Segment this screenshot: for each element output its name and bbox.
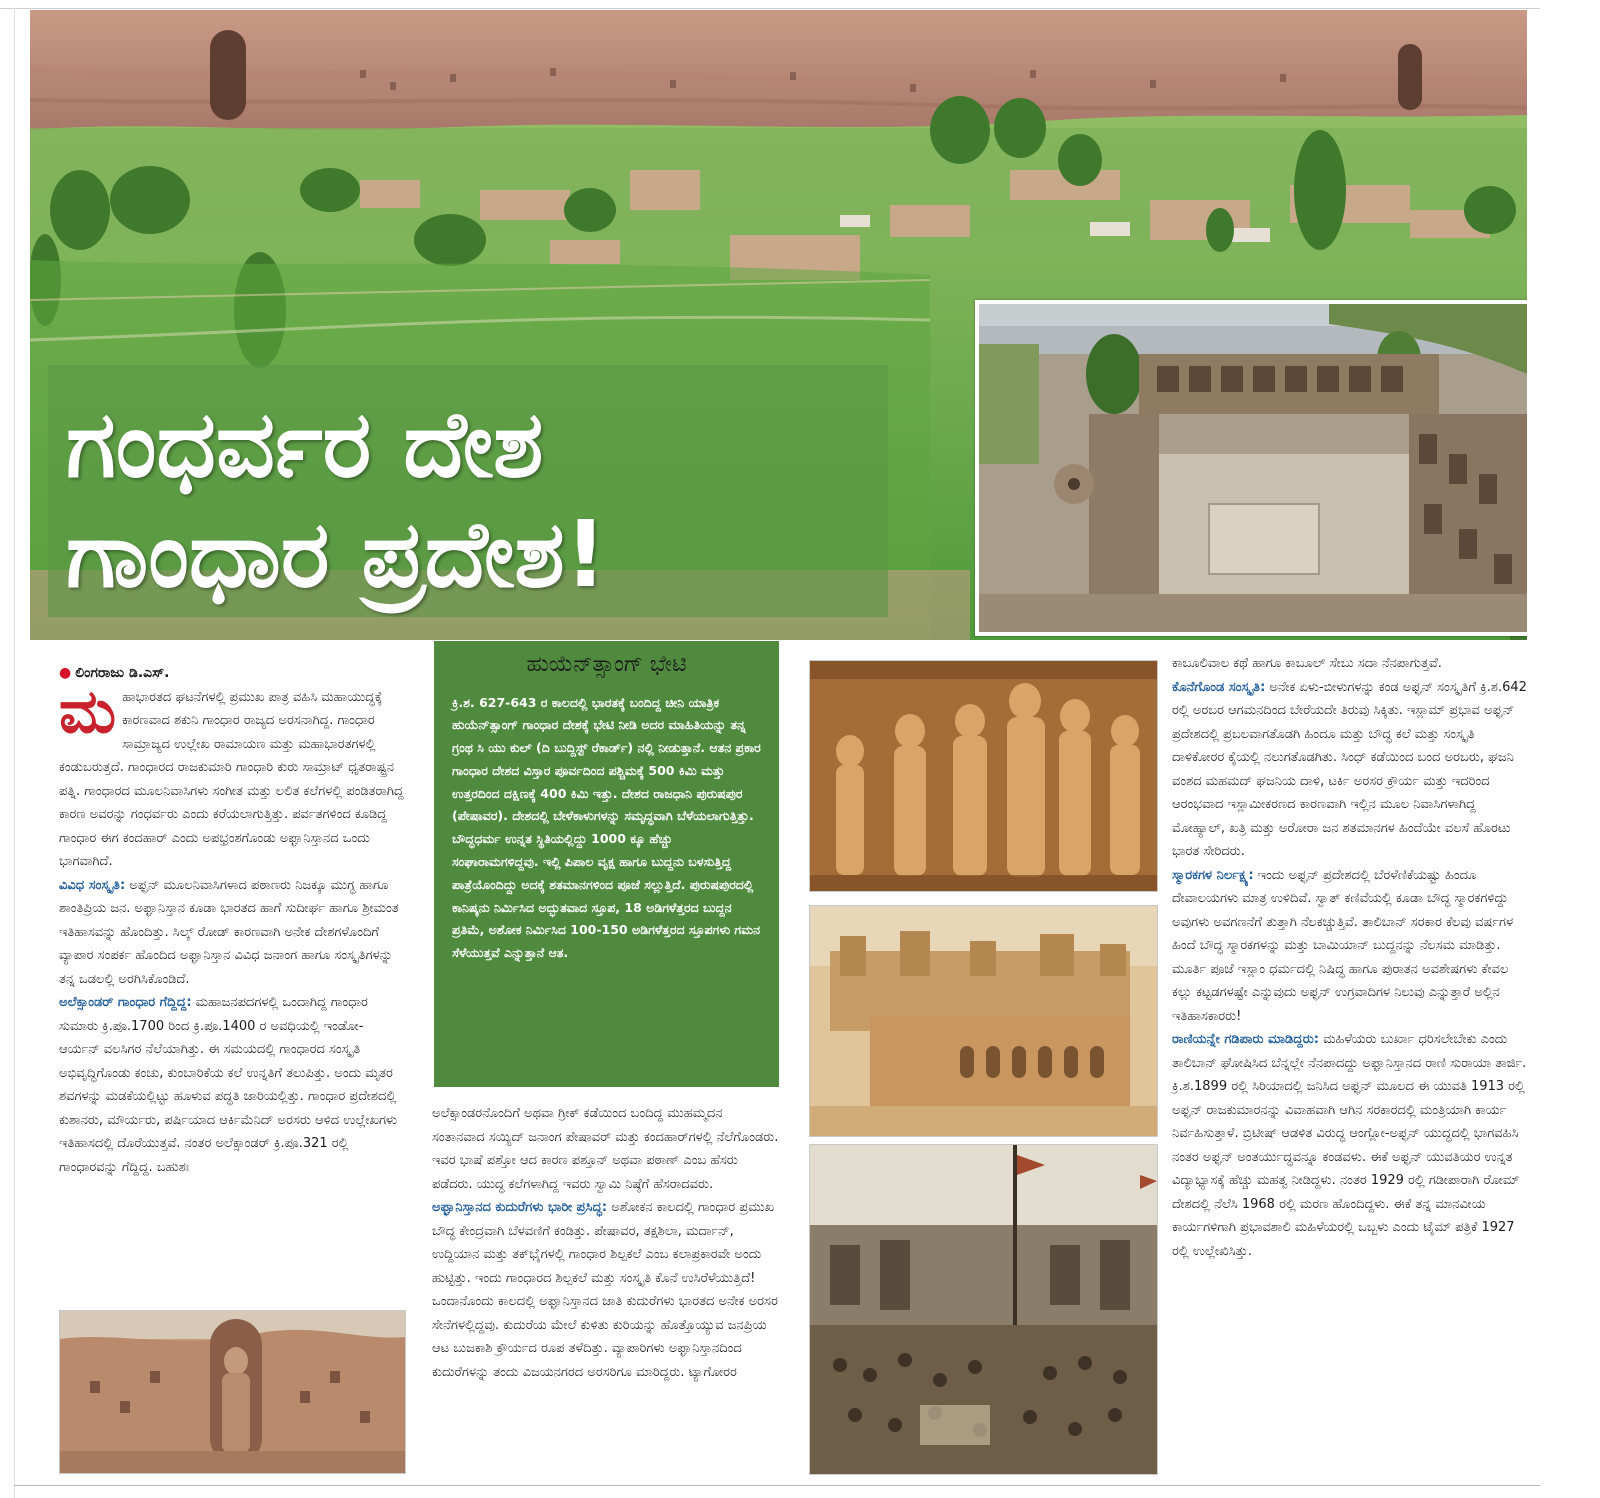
article-column-3 — [432, 1102, 779, 1384]
paragraph-kabuliwala: ಕಾಬೂಲಿವಾಲ ಕಥೆ ಹಾಗೂ ಕಾಬೂಲ್ ಸೇಬು ಸದಾ ನೆನಪಾಗುತ್ತವೆ. — [1172, 656, 1442, 671]
sidebar-title: ಹುಯೆನ್‌ತ್ಸಾಂಗ್ ಭೇಟಿ — [526, 652, 687, 677]
paragraph-queen — [1172, 1028, 1528, 1263]
intro-text: ಹಾಭಾರತದ ಘಟನೆಗಳಲ್ಲಿ ಪ್ರಮುಖ ಪಾತ್ರ ವಹಿಸಿ ಮಹಾಯುದ್ಧಕ್ಕೆ ಕಾರಣವಾದ ಶಕುನಿ ಗಾಂಧಾರ ರಾಜ್ಯದ ಅರಸನಾಗಿದ್ದ. ಗಾಂಧಾರ ಸಾಮ್ರಾಜ್ಯದ ಉಲ್ಲೇಖ ರಾಮಾಯಣ ಮತ್ತು ಮಹಾಭಾರತಗಳಲ್ಲಿ ಕಂಡುಬರುತ್ತದೆ. ಗಾಂಧಾರದ ರಾಜಕುಮಾರಿ ಗಾಂಧಾರಿ ಕುರು ಸಾಮ್ರಾಟ್ ಧೃತರಾಷ್ಟ್ರನ ಪತ್ನಿ. ಗಾಂಧಾರದ ಮೂಲನಿವಾಸಿಗಳು ಸಂಗೀತ ಮತ್ತು ಲಲಿತ ಕಲೆಗಳಲ್ಲಿ ಪಂಡಿತರಾಗಿದ್ದ ಕಾರಣ ಅವರನ್ನು ಗಂಧರ್ವರು ಎಂದು ಕರೆಯಲಾಗುತ್ತಿತ್ತು. ಪರ್ವತಗಳಿಂದ ಕೂಡಿದ್ದ ಗಾಂಧಾರ ಈಗ ಕಂದಹಾರ್ ಎಂದು ಅಪಭ್ರಂಶಗೊಂಡು ಅಫ್ಘಾನಿಸ್ತಾನದ ಒಂದು ಭಾಗವಾಗಿದೆ. — [59, 689, 404, 869]
sidebar-text: ಕ್ರಿ.ಶ. 627-643 ರ ಕಾಲದಲ್ಲಿ ಭಾರತಕ್ಕೆ ಬಂದಿದ್ದ ಚೀನಿ ಯಾತ್ರಿಕ ಹುಯೆನ್‌ತ್ಸಾಂಗ್ ಗಾಂಧಾರ ದೇಶಕ್ಕೆ ಭೇಟಿ ನೀಡಿ ಅದರ ಮಾಹಿತಿಯನ್ನು ತನ್ನ ಗ್ರಂಥ ಸಿ ಯು ಕುಲ್ (ದಿ ಬುದ್ದಿಸ್ಟ್ ರೆಕಾರ್ಡ್) ನಲ್ಲಿ ನೀಡುತ್ತಾನೆ. ಆತನ ಪ್ರಕಾರ ಗಾಂಧಾರ ದೇಶದ ವಿಸ್ತಾರ ಪೂರ್ವದಿಂದ ಪಶ್ಚಿಮಕ್ಕೆ 500 ಕಿಮಿ ಮತ್ತು ಉತ್ತರದಿಂದ ದಕ್ಷಿಣಕ್ಕೆ 400 ಕಿಮಿ ಇತ್ತು. ದೇಶದ ರಾಜಧಾನಿ ಪುರುಷಪುರ (ಪೇಷಾವರ). ದೇಶದಲ್ಲಿ ಬೇಳೆಕಾಳುಗಳನ್ನು ಸಮೃದ್ಧವಾಗಿ ಬೆಳೆಯಲಾಗುತ್ತಿತ್ತು. ಬೌದ್ಧಧರ್ಮ ಉನ್ನತ ಸ್ಥಿತಿಯಲ್ಲಿದ್ದು 1000 ಕ್ಕೂ ಹೆಚ್ಚು ಸಂಘಾರಾಮಗಳಿದ್ದವು. ಇಲ್ಲಿ ಪಿಪಾಲ ವೃಕ್ಷ ಹಾಗೂ ಬುದ್ದನು ಬಳಸುತ್ತಿದ್ದ ಪಾತ್ರೆಯೊಂದಿದ್ದು ಅದಕ್ಕೆ ಶತಮಾನಗಳಿಂದ ಪೂಜೆ ಸಲ್ಲುತ್ತಿದೆ. ಪುರುಷಪುರದಲ್ಲಿ ಕಾನಿಷ್ಕನು ನಿರ್ಮಿಸಿದ ಅದ್ಭುತವಾದ ಸ್ತೂಪ, 18 ಅಡಿಗಳೆತ್ತರದ ಬುದ್ದನ ಪ್ರತಿಮೆ, ಅಶೋಕ ನಿರ್ಮಿಸಿದ 100-150 ಅಡಿಗಳೆತ್ತರದ ಸ್ತೂಪಗಳು ಗಮನ ಸೆಳೆಯುತ್ತವೆ ಎನ್ನುತ್ತಾನೆ ಆತ. — [452, 694, 761, 961]
bazaar-painting-illustration — [810, 1145, 1157, 1474]
bamiyan-cliff-illustration — [60, 1311, 405, 1473]
ruins-illustration — [979, 304, 1527, 632]
buddha-niche-large — [210, 30, 246, 120]
hero-landscape-photo — [30, 10, 1527, 640]
paragraph-alexander — [59, 991, 404, 1179]
author-name: ಲಿಂಗರಾಜು ಡಿ.ಎಸ್. — [75, 665, 170, 681]
top-rule — [0, 8, 1540, 9]
paragraph-horses-text: ಅಶೋಕನ ಕಾಲದಲ್ಲಿ ಗಾಂಧಾರ ಪ್ರಮುಖ ಬೌದ್ಧ ಕೇಂದ್ರವಾಗಿ ಬೆಳವಣಿಗೆ ಕಂಡಿತ್ತು. ಪೇಷಾವರ, ತಕ್ಷಶಿಲಾ, ಮರ್ದಾನ್, ಉದ್ದಿಯಾನ ಮತ್ತು ತಕ್‌ಭೈಗಳಲ್ಲಿ ಗಾಂಧಾರ ಶಿಲ್ಪಕಲೆ ಎಂಬ ಕಲಾಪ್ರಕಾರವೇ ಅಂದು ಹುಟ್ಟಿತ್ತು. ಇಂದು ಗಾಂಧಾರದ ಶಿಲ್ಪಕಲೆ ಮತ್ತು ಸಂಸ್ಕೃತಿ ಕೊನೆ ಉಸಿರೆಳೆಯುತ್ತಿದೆ! ಒಂದಾನೊಂದು ಕಾಲದಲ್ಲಿ ಅಫ್ಘಾನಿಸ್ತಾನದ ಜಾತಿ ಕುದುರೆಗಳು ಭಾರತದ ಅನೇಕ ಅರಸರ ಸೇನೆಗಳಲ್ಲಿದ್ದವು. ಕುದುರೆಯ ಮೇಲೆ ಕುಳಿತು ಕುರಿಯನ್ನು ಹೊತ್ತೊಯ್ಯುವ ಜನಪ್ರಿಯ ಆಟ ಬುಜಕಾಶಿ ಕ್ರೌರ್ಯದ ರೂಪ ತಳೆದಿತ್ತು. ವ್ಯಾಪಾರಿಗಳು ಅಫ್ಘಾನಿಸ್ತಾನದಿಂದ ಕುದುರೆಗಳನ್ನು ತಂದು ವಿಜಯನಗರದ ಅರಸರಿಗೂ ಮಾರಿದ್ದರು. ಟ್ಯಾಗೋರರ — [432, 1200, 778, 1380]
paragraph-monuments-text: ಇಂದು ಅಫ್ಘನ್ ಪ್ರದೇಶದಲ್ಲಿ ಬೆರಳೆಣಿಕೆಯಷ್ಟು ಹಿಂದೂ ದೇವಾಲಯಗಳು ಮಾತ್ರ ಉಳಿದಿವೆ. ಸ್ವಾತ್ ಕಣಿವೆಯಲ್ಲಿ ಕೂಡಾ ಬೌದ್ಧ ಸ್ಮಾರಕಗಳಿದ್ದು ಅವುಗಳು ಅವಗಣನೆಗೆ ತುತ್ತಾಗಿ ನೆಲಕಚ್ಚುತ್ತಿವೆ. ತಾಲಿಬಾನ್ ಸರಕಾರ ಕೆಲವು ವರ್ಷಗಳ ಹಿಂದೆ ಬೌದ್ಧ ಸ್ಮಾರಕಗಳನ್ನು ಮತ್ತು ಬಾಮಿಯಾನ್ ಬುದ್ದನನ್ನು ನೆಲಸಮ ಮಾಡಿತ್ತು. ಮೂರ್ತಿ ಪೂಜೆ ಇಸ್ಲಾಂ ಧರ್ಮದಲ್ಲಿ ನಿಷಿದ್ಧ ಹಾಗೂ ಪುರಾತನ ಅವಶೇಷಗಳು ಕೇವಲ ಕಲ್ಲು ಕಟ್ಟಡಗಳಷ್ಟೇ ಎನ್ನುವುದು ಅಫ್ಘನ್ ಉಗ್ರವಾದಿಗಳ ನಿಲುವು ಎನ್ನುತ್ತಾರೆ ಅಲ್ಲಿನ ಇತಿಹಾಸಕಾರರು! — [1172, 867, 1514, 1024]
byline — [59, 662, 404, 686]
paragraph-monuments — [1172, 864, 1528, 1029]
herat-citadel-photo — [809, 905, 1158, 1137]
subhead-monuments: ಸ್ಮಾರಕಗಳ ನಿರ್ಲಕ್ಷ್ಯ: — [1172, 867, 1254, 883]
paragraph-culture-text: ಅಫ್ಘನ್ ಮೂಲನಿವಾಸಿಗಳಾದ ಪಠಾಣರು ನಿಜಕ್ಕೂ ಮುಗ್ಧ ಹಾಗೂ ಶಾಂತಿಪ್ರಿಯ ಜನ. ಅಫ್ಘಾನಿಸ್ತಾನ ಕೂಡಾ ಭಾರತದ ಹಾಗೆ ಸುದೀರ್ಘ ಹಾಗೂ ಶ್ರೀಮಂತ ಇತಿಹಾಸವನ್ನು ಹೊಂದಿತ್ತು. ಸಿಲ್ಕ್ ರೋಡ್ ಕಾರಣವಾಗಿ ಅನೇಕ ದೇಶಗಳೊಂದಿಗೆ ವ್ಯಾಪಾರ ಸಂಪರ್ಕ ಹೊಂದಿದ ಅಫ್ಘಾನಿಸ್ತಾನ ವಿವಿಧ ಜನಾಂಗ ಹಾಗೂ ಸಂಸ್ಕೃತಿಗಳನ್ನು ತನ್ನ ಒಡಲಲ್ಲಿ ಅರಗಿಸಿಕೊಂಡಿದೆ. — [59, 877, 399, 987]
subhead-culture-end: ಕೊನೆಗೊಂಡ ಸಂಸ್ಕೃತಿ: — [1172, 679, 1266, 695]
paragraph-queen-text: ಮಹಿಳೆಯರು ಬುರ್ಖಾ ಧರಿಸಲೇಬೇಕು ಎಂದು ತಾಲಿಬಾನ್ ಘೋಷಿಸಿದ ಬೆನ್ನಲ್ಲೇ ನೆನಪಾದದ್ದು ಅಫ್ಘಾನಿಸ್ತಾನದ ರಾಣಿ ಸುರಾಯಾ ತಾರ್ಜಿ. ಕ್ರಿ.ಶ.1899 ರಲ್ಲಿ ಸಿರಿಯಾದಲ್ಲಿ ಜನಿಸಿದ ಅಫ್ಘನ್ ಮೂಲದ ಈ ಯುವತಿ 1913 ರಲ್ಲಿ ಅಫ್ಘನ್ ರಾಜಕುಮಾರನನ್ನು ವಿವಾಹವಾಗಿ ಆಗಿನ ಸರಕಾರದಲ್ಲಿ ಮಂತ್ರಿಯಾಗಿ ಕಾರ್ಯ ನಿರ್ವಹಿಸುತ್ತಾಳೆ. ಬ್ರಿಟೀಷ್ ಆಡಳಿತ ವಿರುದ್ಧ ಆಂಗ್ಲೋ-ಅಫ್ಘನ್ ಯುದ್ಧದಲ್ಲಿ ಭಾಗವಹಿಸಿ ನಂತರ ಅಫ್ಘನ್ ಅಂತರ್ಯುದ್ಧವನ್ನೂ ಕಂಡವಳು. ಈಕೆ ಅಫ್ಘನ್ ಯುವತಿಯರ ಉನ್ನತ ವಿದ್ಯಾಭ್ಯಾಸಕ್ಕೆ ಹೆಚ್ಚು ಮಹತ್ವ ನೀಡಿದ್ದಳು. ನಂತರ 1929 ರಲ್ಲಿ ಗಡೀಪಾರಾಗಿ ರೋಮ್ ದೇಶದಲ್ಲಿ ನೆಲೆಸಿ 1968 ರಲ್ಲಿ ಮರಣ ಹೊಂದಿದ್ದಳು. ಈಕೆ ತನ್ನ ಮಾನವೀಯ ಕಾರ್ಯಗಳಿಗಾಗಿ ಪ್ರಭಾವಶಾಲಿ ಮಹಿಳೆಯರಲ್ಲಿ ಒಬ್ಬಳು ಎಂದು ಟೈಮ್ ಪತ್ರಿಕೆ 1927 ರಲ್ಲಿ ಉಲ್ಲೇಖಿಸಿತ್ತು. — [1172, 1032, 1527, 1259]
gandhara-relief-photo — [809, 660, 1158, 892]
paragraph-culture-end-text: ಅನೇಕ ಏಳು-ಬೀಳುಗಳನ್ನು ಕಂಡ ಅಫ್ಘನ್ ಸಂಸ್ಕೃತಿಗೆ ಕ್ರಿ.ಶ.642 ರಲ್ಲಿ ಅರಬರ ಆಗಮನದಿಂದ ಬೇರೆಯದೇ ತಿರುವು ಸಿಕ್ಕಿತು. ಇಸ್ಲಾಮ್ ಪ್ರಭಾವ ಅಫ್ಘನ್ ಪ್ರದೇಶದಲ್ಲಿ ಪ್ರಬಲವಾಗತೊಡಗಿ ಹಿಂದೂ ಮತ್ತು ಬೌದ್ಧ ಕಲೆ ಮತ್ತು ಸಂಸ್ಕೃತಿ ದಾಳಿಕೋರರ ಕೈಯಲ್ಲಿ ನಲುಗತೊಡಗಿತು. ಸಿಂಧ್ ಕಡೆಯಿಂದ ಬಂದ ಅರಬರು, ಘಜನಿ ವಂಶದ ಮಹಮದ್ ಘಜನಿಯ ದಾಳಿ, ಟರ್ಕಿ ಅರಸರ ಕ್ರೌರ್ಯ ಮತ್ತು ಇದರಿಂದ ಆರಂಭವಾದ ಇಸ್ಲಾಮೀಕರಣದ ಕಾರಣವಾಗಿ ಇಲ್ಲಿನ ಮೂಲ ನಿವಾಸಿಗಳಾಗಿದ್ದ ಮೋಹ್ಯಾಲ್, ಖತ್ರಿ ಮತ್ತು ಅರೋರಾ ಜನ ಶತಮಾನಗಳ ಹಿಂದೆಯೇ ವಲಸೆ ಹೊರಟು ಭಾರತ ಸೇರಿದರು. — [1172, 679, 1527, 859]
subhead-horses: ಅಫ್ಘಾನಿಸ್ತಾನದ ಕುದುರೆಗಳು ಭಾರೀ ಪ್ರಸಿದ್ಧ: — [432, 1200, 608, 1215]
paragraph-culture — [59, 874, 404, 992]
buddha-niche-small — [1398, 44, 1422, 110]
left-rule — [14, 8, 15, 1498]
takht-i-bahi-ruins-photo — [975, 300, 1527, 636]
subhead-queen: ರಾಣಿಯನ್ನೇ ಗಡಿಪಾರು ಮಾಡಿದ್ದರು: — [1172, 1032, 1319, 1047]
headline-line-2: ಗಾಂಧಾರ ಪ್ರದೇಶ! — [66, 501, 607, 608]
article-column-1 — [59, 662, 404, 1179]
sidebar-box — [434, 641, 779, 1087]
subhead-alexander: ಅಲೆಕ್ಸಾಂಡರ್ ಗಾಂಧಾರ ಗೆದ್ದಿದ್ದ: — [59, 995, 192, 1010]
relief-sculpture-illustration — [810, 661, 1157, 891]
article-column-4 — [1172, 652, 1528, 1263]
paragraph-culture-end — [1172, 676, 1528, 864]
bamiyan-buddha-photo — [59, 1310, 406, 1474]
citadel-illustration — [810, 906, 1157, 1136]
intro-paragraph — [59, 676, 404, 874]
bottom-rule — [14, 1485, 1540, 1486]
headline-line-1: ಗಂಧರ್ವರ ದೇಶ — [66, 391, 544, 498]
subhead-culture: ವಿವಿಧ ಸಂಸ್ಕೃತಿ: — [59, 877, 126, 893]
red-dot-icon: ● — [59, 665, 72, 681]
paragraph-horses — [432, 1196, 779, 1384]
dropcap-letter: ಮ — [59, 676, 117, 747]
paragraph-pathans: ಅಲೆಕ್ಸಾಂಡರನೊಂದಿಗೆ ಅಥವಾ ಗ್ರೀಕ್ ಕಡೆಯಿಂದ ಬಂದಿದ್ದ ಮುಹಮ್ಮದನ ಸಂತಾನವಾದ ಸಯ್ಯಿದ್ ಜನಾಂಗ ಪೇಷಾವರ್ ಮತ್ತು ಕಂದಹಾರ್‌ಗಳಲ್ಲಿ ನೆಲೆಗೊಂಡರು. ಇವರ ಭಾಷೆ ಪಶ್ತೋ ಆದ ಕಾರಣ ಪಶ್ತೂನ್ ಅಥವಾ ಪಠಾಣ್ ಎಂಬ ಹೆಸರು ಪಡೆದರು. ಯುದ್ಧ ಕಲೆಗಳಾಗಿದ್ದ ಇವರು ಸ್ವಾಮಿ ನಿಷ್ಠೆಗೆ ಹೆಸರಾದವರು. — [432, 1106, 779, 1192]
historical-painting-photo — [809, 1144, 1158, 1475]
paragraph-alexander-text: ಮಹಾಜನಪದಗಳಲ್ಲಿ ಒಂದಾಗಿದ್ದ ಗಾಂಧಾರ ಸುಮಾರು ಕ್ರಿ.ಪೂ.1700 ರಿಂದ ಕ್ರಿ.ಪೂ.1400 ರ ಅವಧಿಯಲ್ಲಿ ಇಂಡೋ-ಆರ್ಯನ್ ವಲಸಿಗರ ನೆಲೆಯಾಗಿತ್ತು. ಈ ಸಮಯದಲ್ಲಿ ಗಾಂಧಾರದ ಸಂಸ್ಕೃತಿ ಅಭಿವೃದ್ಧಿಗೊಂಡು ಕಂಚು, ಕುಂಬಾರಿಕೆಯ ಕಲೆ ಉನ್ನತಿಗೆ ತಲುಪಿತ್ತು. ಅಂದು ಮೃತರ ಶವಗಳನ್ನು ಮಡಕೆಯಲ್ಲಿಟ್ಟು ಹೂಳುವ ಪದ್ಧತಿ ಜಾರಿಯಲ್ಲಿತ್ತು. ಗಾಂಧಾರ ಪ್ರದೇಶದಲ್ಲಿ ಕುಶಾನರು, ಮೌರ್ಯರು, ಪರ್ಷಿಯಾದ ಆರ್ಕಿಮೆನಿದ್ ಅರಸರು ಆಳಿದ ಉಲ್ಲೇಖಗಳು ಇತಿಹಾಸದಲ್ಲಿ ದೊರೆಯುತ್ತವೆ. ನಂತರ ಅಲೆಕ್ಸಾಂಡರ್ ಕ್ರಿ.ಪೂ.321 ರಲ್ಲಿ ಗಾಂಧಾರವನ್ನು ಗೆದ್ದಿದ್ದ. ಬಹುಶಃ — [59, 995, 398, 1175]
